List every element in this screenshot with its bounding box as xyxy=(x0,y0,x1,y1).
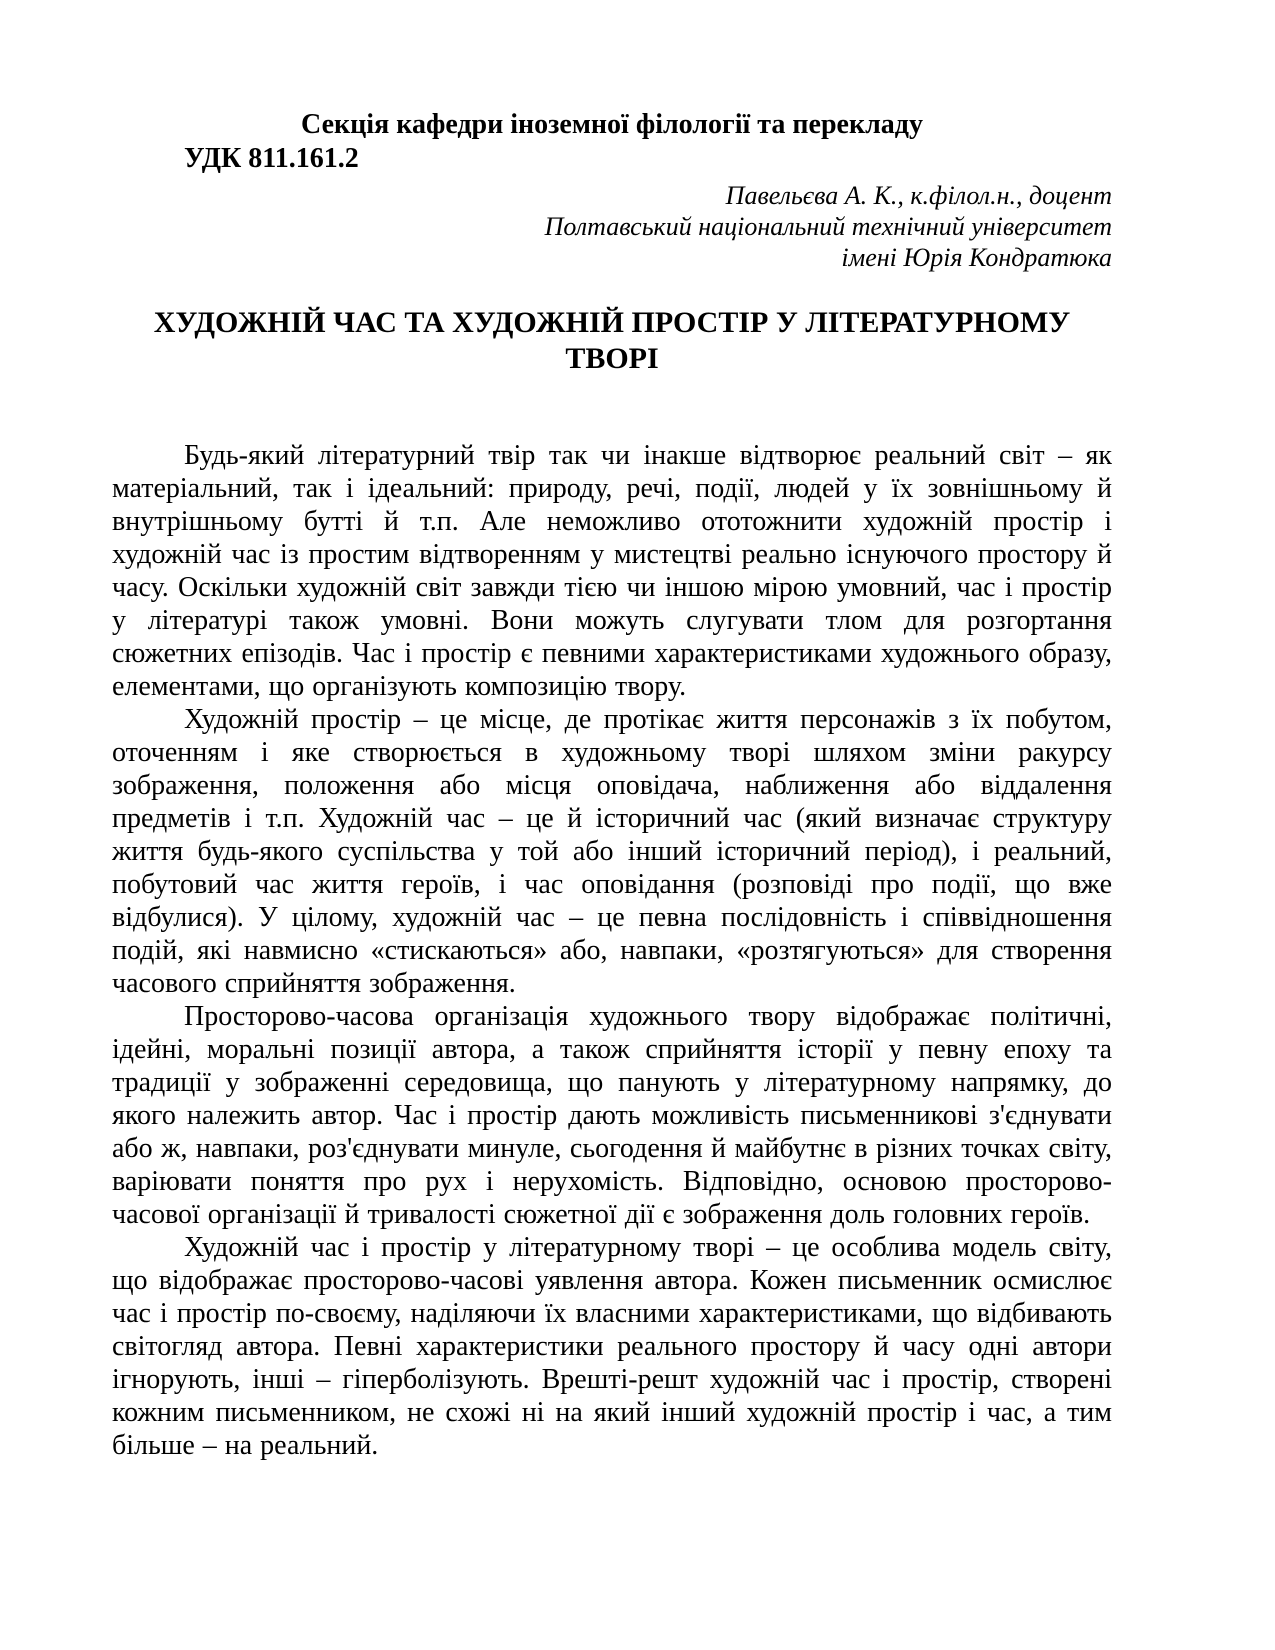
author-affiliation-line-2: імені Юрія Кондратюка xyxy=(841,243,1112,272)
paragraph-4: Художній час і простір у літературному творі – це особлива модель світу, що відображає просторово-часові уявлення автора. Кожен письменник осмислює час і простір по-своєму, наділяючи їх власними характеристиками, що відбивають світогляд автора. Певні характеристики реального простору й часу одні автори ігнорують, інші – гіперболізують. Врешті-решт художній час і простір, створені кожним письменником, не схожі ні на який інший художній простір і час, а тим більше – на реальний. xyxy=(112,1232,1112,1461)
paragraph-1: Будь-який літературний твір так чи інакше відтворює реальний світ – як матеріальний, так і ідеальний: природу, речі, події, людей у їх зовнішньому й внутрішньому бутті й т.п. Але неможливо ототожнити художній простір і художній час із простим відтворенням у мистецтві реально існуючого простору й часу. Оскільки художній світ завжди тією чи іншою мірою умовний, час і простір у літературі також умовні. Вони можуть слугувати тлом для розгортання сюжетних епізодів. Час і простір є певними характеристиками художнього образу, елементами, що організують композицію твору. xyxy=(112,440,1112,702)
paragraph-3: Просторово-часова організація художнього твору відображає політичні, ідейні, моральні позиції автора, а також сприйняття історії у певну епоху та традиції у зображенні середовища, що панують у літературному напрямку, до якого належить автор. Час і простір дають можливість письменникові з'єднувати або ж, навпаки, роз'єднувати минуле, сьогодення й майбутнє в різних точках світу, варіювати поняття про рух і нерухомість. Відповідно, основою просторово-часової організації й тривалості сюжетної дії є зображення доль головних героїв. xyxy=(112,1001,1112,1230)
article-title: ХУДОЖНІЙ ЧАС ТА ХУДОЖНІЙ ПРОСТІР У ЛІТЕРАТУРНОМУ ТВОРІ xyxy=(153,306,1071,375)
paragraph-2: Художній простір – це місце, де протікає життя персонажів з їх побутом, оточенням і яке створюється в художньому творі шляхом зміни ракурсу зображення, положення або місця оповідача, наближення або віддалення предметів і т.п. Художній час – це й історичний час (який визначає структуру життя будь-якого суспільства у той або інший історичний період), і реальний, побутовий час життя героїв, і час оповідання (розповіді про події, що вже відбулися). У цілому, художній час – це певна послідовність і співвідношення подій, які навмисно «стискаються» або, навпаки, «розтягуються» для створення часового сприйняття зображення. xyxy=(112,704,1112,999)
section-heading: Секція кафедри іноземної філології та перекладу xyxy=(301,109,923,140)
author-affiliation-line: Полтавський національний технічний університет xyxy=(544,212,1112,241)
article-body xyxy=(112,439,1112,1462)
author-name-line: Павельєва А. К., к.філол.н., доцент xyxy=(725,181,1112,210)
udc-code: УДК 811.161.2 xyxy=(184,143,359,174)
author-block xyxy=(112,180,1112,273)
